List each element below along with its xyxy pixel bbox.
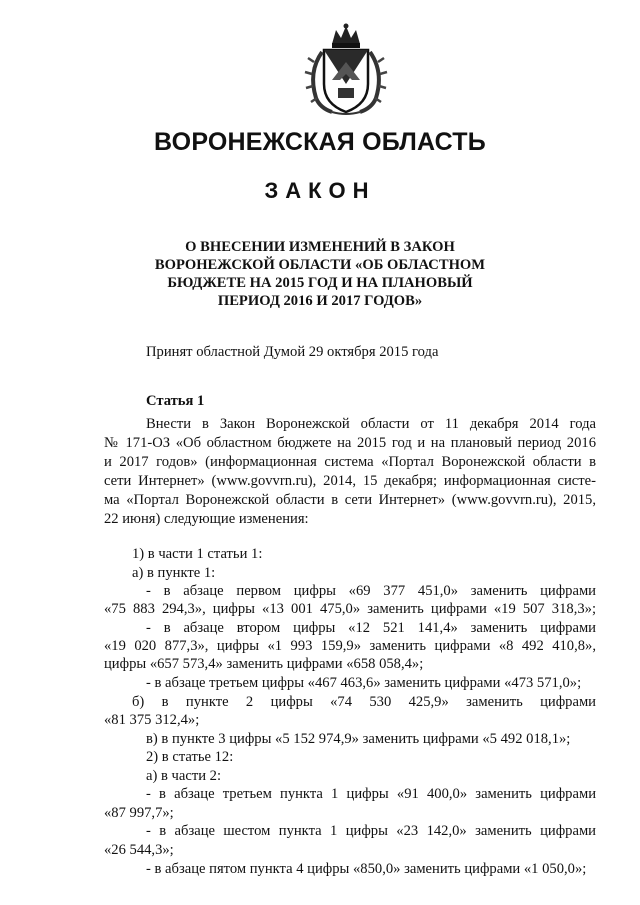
list-item: «87 997,7»; (104, 805, 174, 821)
text-line: сети Интернет» (www.govvrn.ru), 2014, 15 декабря; информационная систе- (104, 473, 596, 489)
adoption-note: Принят областной Думой 29 октября 2015 года (146, 344, 439, 360)
article-heading: Статья 1 (146, 393, 205, 409)
law-subject (150, 238, 490, 310)
text-line: Внести в Закон Воронежской области от 11 декабря 2014 года (146, 416, 596, 432)
subject-line: ПЕРИОД 2016 И 2017 ГОДОВ» (217, 293, 423, 309)
list-item: «81 375 312,4»; (104, 712, 200, 728)
text-line: 22 июня) следующие изменения: (104, 511, 309, 527)
list-item: - в абзаце втором цифры «12 521 141,4» заменить цифрами (146, 620, 596, 636)
list-item: - в абзаце третьем пункта 1 цифры «91 400,0» заменить цифрами (146, 786, 596, 802)
list-item: - в абзаце шестом пункта 1 цифры «23 142,0» заменить цифрами (146, 823, 596, 839)
list-item: 2) в статье 12: (146, 749, 234, 765)
list-item: - в абзаце первом цифры «69 377 451,0» заменить цифрами (146, 583, 596, 599)
list-item: - в абзаце третьем цифры «467 463,6» заменить цифрами «473 571,0»; (146, 675, 582, 691)
subject-line: ВОРОНЕЖСКОЙ ОБЛАСТИ «ОБ ОБЛАСТНОМ (154, 257, 486, 273)
list-item: «75 883 294,3», цифры «13 001 475,0» заменить цифрами «19 507 318,3»; (104, 601, 596, 617)
list-item: «26 544,3»; (104, 842, 174, 858)
region-title: ВОРОНЕЖСКАЯ ОБЛАСТЬ (154, 128, 486, 156)
list-item: «19 020 877,3», цифры «1 993 159,9» заменить цифрами «8 492 410,8», (104, 638, 596, 654)
list-item: 1) в части 1 статьи 1: (132, 546, 263, 562)
text-line: и 2017 годов» (информационная система «Портал Воронежской области в (104, 454, 596, 470)
list-item: в) в пункте 3 цифры «5 152 974,9» заменить цифрами «5 492 018,1»; (146, 731, 571, 747)
list-item: а) в пункте 1: (132, 565, 216, 581)
list-item: цифры «657 573,4» заменить цифрами «658 058,4»; (104, 656, 424, 672)
subject-line: БЮДЖЕТЕ НА 2015 ГОД И НА ПЛАНОВЫЙ (167, 275, 473, 291)
subject-line: О ВНЕСЕНИИ ИЗМЕНЕНИЙ В ЗАКОН (185, 239, 455, 255)
text-line: ма «Портал Воронежской области в сети Интернет» (www.govvrn.ru), 2015, (104, 492, 596, 508)
text-line: № 171-ОЗ «Об областном бюджете на 2015 год и на плановый период 2016 (104, 435, 596, 451)
document-type-title: ЗАКОН (264, 178, 376, 203)
list-item: - в абзаце пятом пункта 4 цифры «850,0» заменить цифрами «1 050,0»; (146, 861, 587, 877)
list-item: б) в пункте 2 цифры «74 530 425,9» заменить цифрами (132, 694, 596, 710)
voronezh-coat-of-arms-icon (302, 22, 390, 118)
list-item: а) в части 2: (146, 768, 222, 784)
